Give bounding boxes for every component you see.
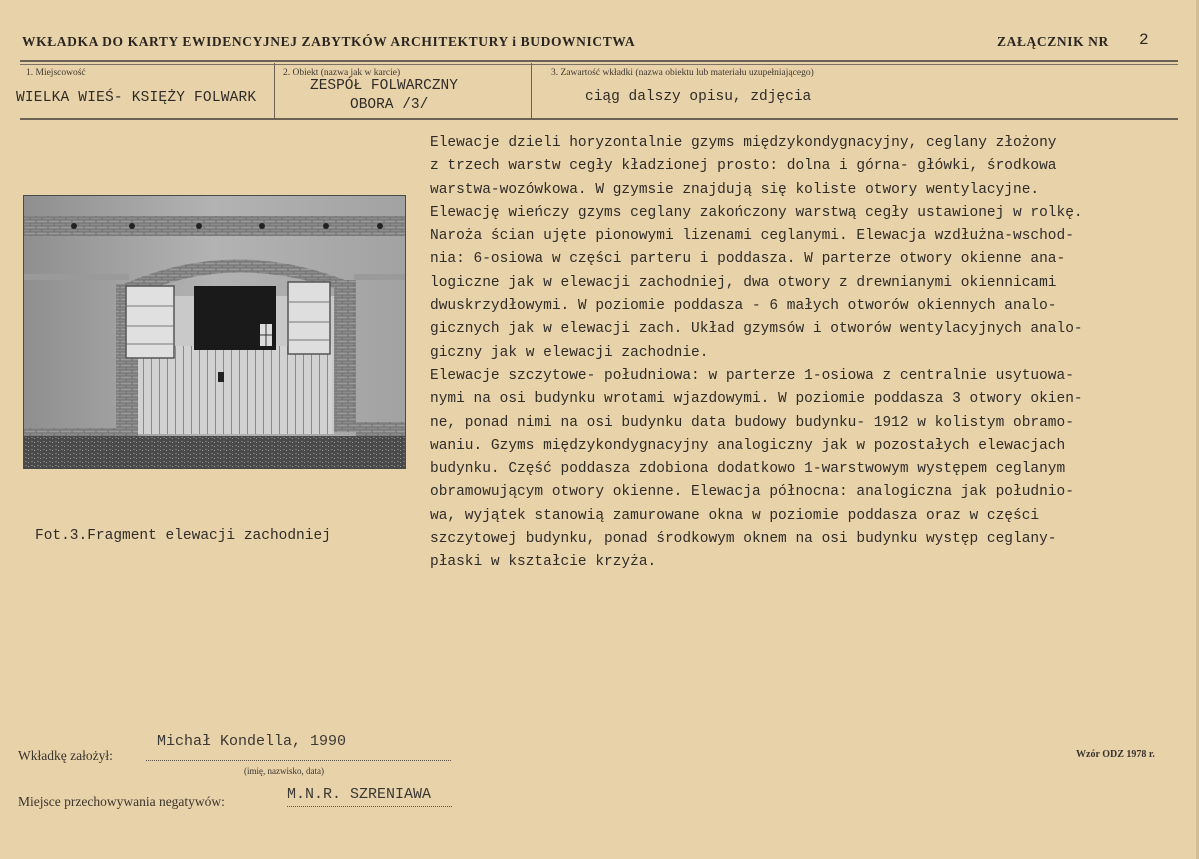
description-line: budynku. Część poddasza zdobiona dodatkowo 1-warstwowym występem ceglanym xyxy=(430,461,1066,478)
negatives-value: M.N.R. SZRENIAWA xyxy=(287,786,432,803)
attachment-label: ZAŁĄCZNIK NR xyxy=(997,34,1109,49)
field-divider-1 xyxy=(274,63,275,118)
author-label: Wkładkę założył: xyxy=(18,748,113,763)
header-rule-top-2 xyxy=(20,64,1178,65)
description-line: logiczne jak w elewacji zachodniej, dwa otwory z drewnianymi okiennicami xyxy=(430,274,1057,291)
description-line: szczytowej budynku, ponad środkowym oknem na osi budynku występ ceglany- xyxy=(430,531,1057,548)
description-line: obramowującym otwory okienne. Elewacja północna: analogiczna jak południo- xyxy=(430,484,1074,501)
description-line: ne, ponad nimi na osi budynku data budowy budynku- 1912 w kolistym obramo- xyxy=(430,414,1074,431)
description-line: Elewacje szczytowe- południowa: w parterze 1-osiowa z centralnie usytuowa- xyxy=(430,367,1074,384)
description-line: gicznych jak w elewacji zach. Układ gzymsów i otworów wentylacyjnych analo- xyxy=(430,321,1083,338)
description-line: Naroża ścian ujęte pionowymi lizenami ceglanymi. Elewacja wzdłużna-wschod- xyxy=(430,228,1074,245)
locality-value: WIELKA WIEŚ- KSIĘŻY FOLWARK xyxy=(16,90,257,106)
author-value: Michał Kondella, 1990 xyxy=(157,733,347,750)
content-label: 3. Zawartość wkładki (nazwa obiektu lub materiału uzupełniającego) xyxy=(551,68,814,78)
description-line: płaski w kształcie krzyża. xyxy=(430,554,657,571)
fields-rule-bottom xyxy=(20,118,1178,120)
description-line: Elewację wieńczy gzyms ceglany zakończony warstwą cegły ustawionej w rolkę. xyxy=(430,204,1083,221)
card-title: WKŁADKA DO KARTY EWIDENCYJNEJ ZABYTKÓW ARCHITEKTURY i BUDOWNICTWA xyxy=(22,34,636,49)
attachment-number: 2 xyxy=(1139,31,1149,49)
description-line: waniu. Gzyms międzykondygnacyjny analogiczny jak w pozostałych elewacjach xyxy=(430,437,1066,454)
description-line: giczny jak w elewacji zachodnie. xyxy=(430,344,709,361)
field-divider-2 xyxy=(531,63,532,118)
object-value-line2: OBORA /3/ xyxy=(350,97,429,113)
description-text xyxy=(430,132,1190,575)
description-line: nia: 6-osiowa w części parteru i poddasza. W parterze otwory okienne ana- xyxy=(430,251,1066,268)
negatives-dotted-line xyxy=(287,806,452,807)
description-line: Elewacje dzieli horyzontalnie gzyms międzykondygnacyjny, ceglany złożony xyxy=(430,135,1057,151)
header-rule-top xyxy=(20,60,1178,62)
object-value-line1: ZESPÓŁ FOLWARCZNY xyxy=(310,78,458,94)
description-line: nymi na osi budynku wrotami wjazdowymi. W poziomie poddasza 3 otwory okien- xyxy=(430,391,1083,408)
object-label: 2. Obiekt (nazwa jak w karcie) xyxy=(283,68,401,78)
description-line: wa, wyjątek stanowią zamurowane okna w poziomie poddasza oraz w części xyxy=(430,507,1040,524)
description-line: dwuskrzydłowymi. W poziomie poddasza - 6 małych otworów okiennych analo- xyxy=(430,298,1057,315)
content-value: ciąg dalszy opisu, zdjęcia xyxy=(585,89,812,105)
locality-label: 1. Miejscowość xyxy=(26,68,86,78)
author-dotted-line xyxy=(146,760,451,761)
building-photo xyxy=(23,195,406,469)
author-hint: (imię, nazwisko, data) xyxy=(244,766,324,776)
negatives-label: Miejsce przechowywania negatywów: xyxy=(18,794,225,809)
description-line: z trzech warstw cegły kładzionej prosto: dolna i górna- główki, środkowa xyxy=(430,158,1057,175)
form-id: Wzór ODZ 1978 r. xyxy=(1076,749,1155,760)
photo-caption: Fot.3.Fragment elewacji zachodniej xyxy=(35,528,331,544)
description-line: warstwa-wozówkowa. W gzymsie znajdują się koliste otwory wentylacyjne. xyxy=(430,181,1040,198)
